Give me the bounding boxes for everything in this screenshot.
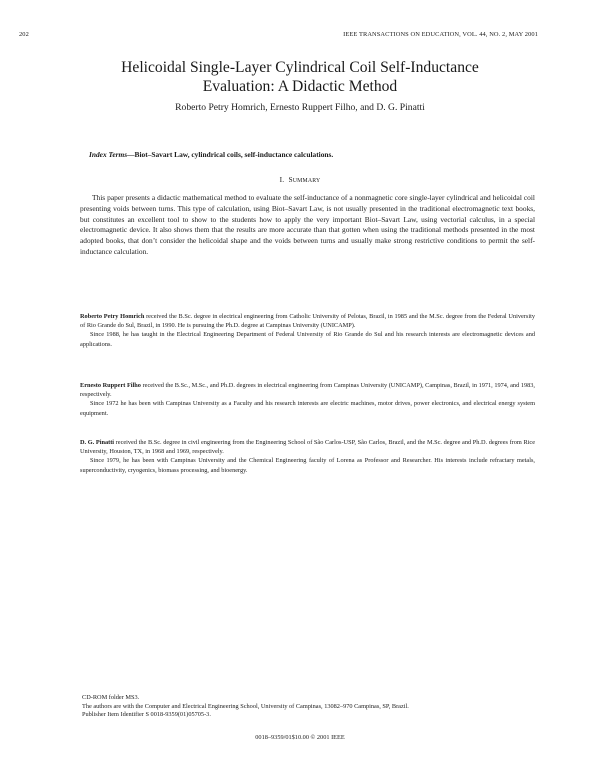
section-heading bbox=[0, 175, 600, 184]
index-terms-text: —Biot–Savart Law, cylindrical coils, self-inductance calculations. bbox=[127, 150, 334, 159]
page-number: 202 bbox=[19, 31, 29, 38]
author-bio-homrich bbox=[80, 312, 535, 349]
paper-title bbox=[0, 59, 600, 96]
author-bio-pinatti bbox=[80, 438, 535, 475]
bio-text: Since 1972 he has been with Campinas University as a Faculty and his research interests are electric machines, motor drives, power electronics, and electrical energy system equipment. bbox=[80, 400, 535, 417]
summary-body bbox=[80, 193, 535, 258]
bio-name: Roberto Petry Homrich bbox=[80, 313, 145, 320]
bio-text: received the B.Sc., M.Sc., and Ph.D. degrees in electrical engineering from Campinas University (UNICAMP), Campinas, Brazil, in 1971, 1974, and 1983, respectively. bbox=[80, 382, 536, 399]
section-heading-rest: UMMARY bbox=[292, 178, 321, 184]
index-terms bbox=[89, 150, 529, 159]
footnote-line: CD-ROM folder MS3. bbox=[82, 694, 140, 701]
section-heading-initial: S bbox=[288, 175, 293, 184]
title-line-2: Evaluation: A Didactic Method bbox=[202, 77, 398, 95]
footnote-line: The authors are with the Computer and Electrical Engineering School, University of Campinas, 13082–970 Campinas, SP, Brazil. bbox=[82, 702, 409, 710]
author-bio-ruppert bbox=[80, 381, 535, 418]
running-header: IEEE TRANSACTIONS ON EDUCATION, VOL. 44, NO. 2, MAY 2001 bbox=[343, 31, 538, 38]
copyright-line: 0018–9359/01$10.00 © 2001 IEEE bbox=[255, 734, 345, 741]
index-terms-label: Index Terms bbox=[89, 150, 128, 159]
bio-name: D. G. Pinatti bbox=[80, 439, 115, 446]
title-line-1: Helicoidal Single-Layer Cylindrical Coil Self-Inductance bbox=[121, 59, 479, 76]
bio-text: received the B.Sc. degree in civil engineering from the Engineering School of São Carlos-USP, São Carlos, Brazil, and the M.Sc. degree and Ph.D. degrees from Rice University, Houston, TX, in 1968 and 1969, respectively. bbox=[80, 439, 535, 456]
bio-text: Since 1979, he has been with Campinas University and the Chemical Engineering faculty of Lorena as Professor and Researcher. His interests include refractary metals, superconductivity, cryogenics, biomass processing, and bioenergy. bbox=[80, 457, 535, 474]
author-list: Roberto Petry Homrich, Ernesto Ruppert Filho, and D. G. Pinatti bbox=[175, 102, 425, 113]
footnote bbox=[82, 694, 542, 720]
bio-name: Ernesto Ruppert Filho bbox=[80, 382, 141, 389]
footnote-line: Publisher Item Identifier S 0018-9359(01)05705-3. bbox=[82, 711, 211, 719]
bio-text: received the B.Sc. degree in electrical engineering from Catholic University of Pelotas, Brazil, in 1985 and the M.Sc. degree from the Federal University of Rio Grande do Sul, Brazil, in 1990. He is pursuing the Ph.D. degree at Campinas University (UNICAMP). bbox=[80, 313, 535, 330]
summary-paragraph: This paper presents a didactic mathematical method to evaluate the self-inductance of a nonmagnetic core single-layer cylindrical and helicoidal coil presenting voids between turns. This type of calculation, using Biot–Savart Law, is not usually presented in the traditional electromagnetic text books, but constitutes an excellent tool to show to the students how to apply the very important Biot–Savart Law, using vectorial calculus, in a special electromagnetic device. It also shows them that the results are more accurate than that gotten when using the traditional methods presented in the most adopted books, that don’t consider the helicoidal shape and the voids between turns and usually make strong restrictive conditions to permit the self-inductance calculation. bbox=[80, 193, 535, 256]
bio-text: Since 1988, he has taught in the Electrical Engineering Department of Federal University of Rio Grande do Sul and his research interests are electromagnetic devices and applications. bbox=[80, 331, 535, 348]
section-numeral: I. bbox=[279, 175, 285, 184]
